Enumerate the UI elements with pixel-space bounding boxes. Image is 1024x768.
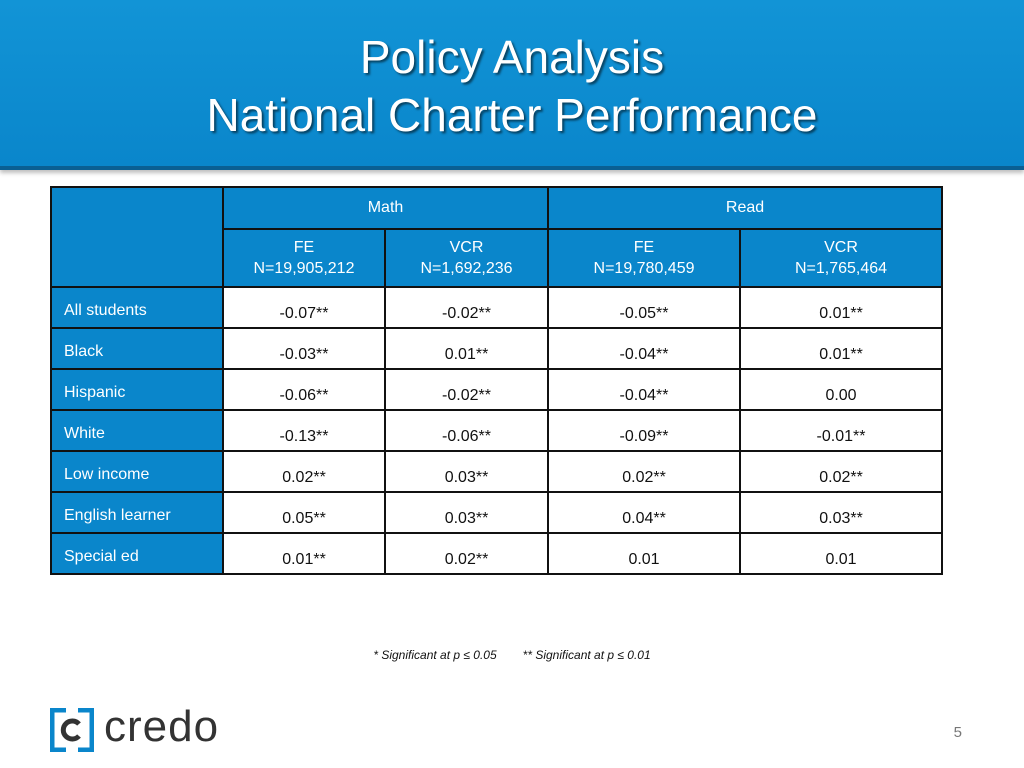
value-text: 0.03**: [444, 469, 489, 486]
value-text: 0.01**: [819, 305, 863, 322]
row-label: English learner: [51, 492, 223, 533]
value-text: 0.01: [825, 551, 857, 568]
cell-value: [385, 369, 548, 410]
value-text: -0.03**: [279, 346, 329, 363]
value-text: 0.04**: [622, 510, 666, 527]
cell-value: [223, 410, 385, 451]
slide-title-line-2: National Charter Performance: [206, 89, 818, 141]
row-label: White: [51, 410, 223, 451]
cell-value: [740, 328, 942, 369]
column-n: N=19,780,459: [593, 260, 695, 277]
cell-value: [548, 328, 740, 369]
page-number: 5: [953, 724, 962, 741]
cell-value: [548, 451, 740, 492]
header-corner-cell: [51, 187, 223, 287]
value-text: -0.05**: [619, 305, 669, 322]
table-row: [51, 410, 942, 451]
value-text: -0.06**: [279, 387, 329, 404]
value-text: -0.13**: [279, 428, 329, 445]
cell-value: [548, 287, 740, 328]
cell-value: [223, 451, 385, 492]
value-text: -0.01**: [816, 428, 866, 445]
value-text: 0.02**: [622, 469, 666, 486]
value-text: 0.01**: [819, 346, 863, 363]
row-label: Special ed: [51, 533, 223, 574]
header-group-read: Read: [548, 187, 942, 229]
value-text: 0.03**: [819, 510, 863, 527]
credo-bracket-c-icon: [50, 708, 94, 752]
table-row: [51, 533, 942, 574]
table-row: [51, 287, 942, 328]
column-n: N=1,765,464: [794, 260, 888, 277]
value-text: 0.05**: [282, 510, 326, 527]
value-text: 0.02**: [444, 551, 489, 568]
row-label: Black: [51, 328, 223, 369]
value-text: 0.02**: [282, 469, 326, 486]
cell-value: [223, 369, 385, 410]
cell-value: [385, 451, 548, 492]
value-text: 0.03**: [444, 510, 489, 527]
value-text: -0.07**: [279, 305, 329, 322]
cell-value: [223, 287, 385, 328]
cell-value: [548, 369, 740, 410]
significance-footnote: [0, 648, 1024, 662]
header-read-vcr: [740, 229, 942, 287]
column-label: FE: [293, 239, 315, 256]
cell-value: [740, 410, 942, 451]
cell-value: [548, 492, 740, 533]
header-group-math: Math: [223, 187, 548, 229]
cell-value: [740, 533, 942, 574]
column-n: N=19,905,212: [253, 260, 355, 277]
cell-value: [740, 369, 942, 410]
results-table: [50, 186, 943, 575]
table-row: [51, 451, 942, 492]
cell-value: [223, 328, 385, 369]
logo-wordmark: credo: [104, 702, 220, 751]
cell-value: [740, 492, 942, 533]
value-text: 0.01: [628, 551, 660, 568]
cell-value: [740, 451, 942, 492]
cell-value: [385, 492, 548, 533]
value-text: -0.04**: [619, 346, 669, 363]
cell-value: [385, 533, 548, 574]
column-label: VCR: [824, 239, 858, 256]
title-banner: [0, 0, 1024, 170]
value-text: -0.04**: [619, 387, 669, 404]
value-text: -0.09**: [619, 428, 669, 445]
header-math-fe: [223, 229, 385, 287]
table-row: [51, 328, 942, 369]
row-label: All students: [51, 287, 223, 328]
cell-value: [223, 533, 385, 574]
cell-value: [385, 328, 548, 369]
cell-value: [385, 410, 548, 451]
cell-value: [223, 492, 385, 533]
footnote-sig-05: * Significant at p ≤ 0.05: [373, 648, 497, 662]
value-text: -0.02**: [442, 387, 491, 404]
value-text: 0.01**: [282, 551, 326, 568]
table-row: [51, 369, 942, 410]
header-read-fe: [548, 229, 740, 287]
cell-value: [740, 287, 942, 328]
row-label: Low income: [51, 451, 223, 492]
cell-value: [548, 533, 740, 574]
value-text: 0.00: [825, 387, 857, 404]
table-row: [51, 492, 942, 533]
column-label: FE: [633, 239, 655, 256]
value-text: -0.02**: [442, 305, 491, 322]
footnote-sig-01: ** Significant at p ≤ 0.01: [522, 648, 651, 662]
cell-value: [548, 410, 740, 451]
value-text: -0.06**: [442, 428, 491, 445]
row-label: Hispanic: [51, 369, 223, 410]
header-math-vcr: [385, 229, 548, 287]
slide-title-line-1: Policy Analysis: [359, 31, 665, 83]
cell-value: [385, 287, 548, 328]
column-n: N=1,692,236: [420, 260, 513, 277]
column-label: VCR: [449, 239, 484, 256]
value-text: 0.02**: [819, 469, 863, 486]
value-text: 0.01**: [444, 346, 489, 363]
